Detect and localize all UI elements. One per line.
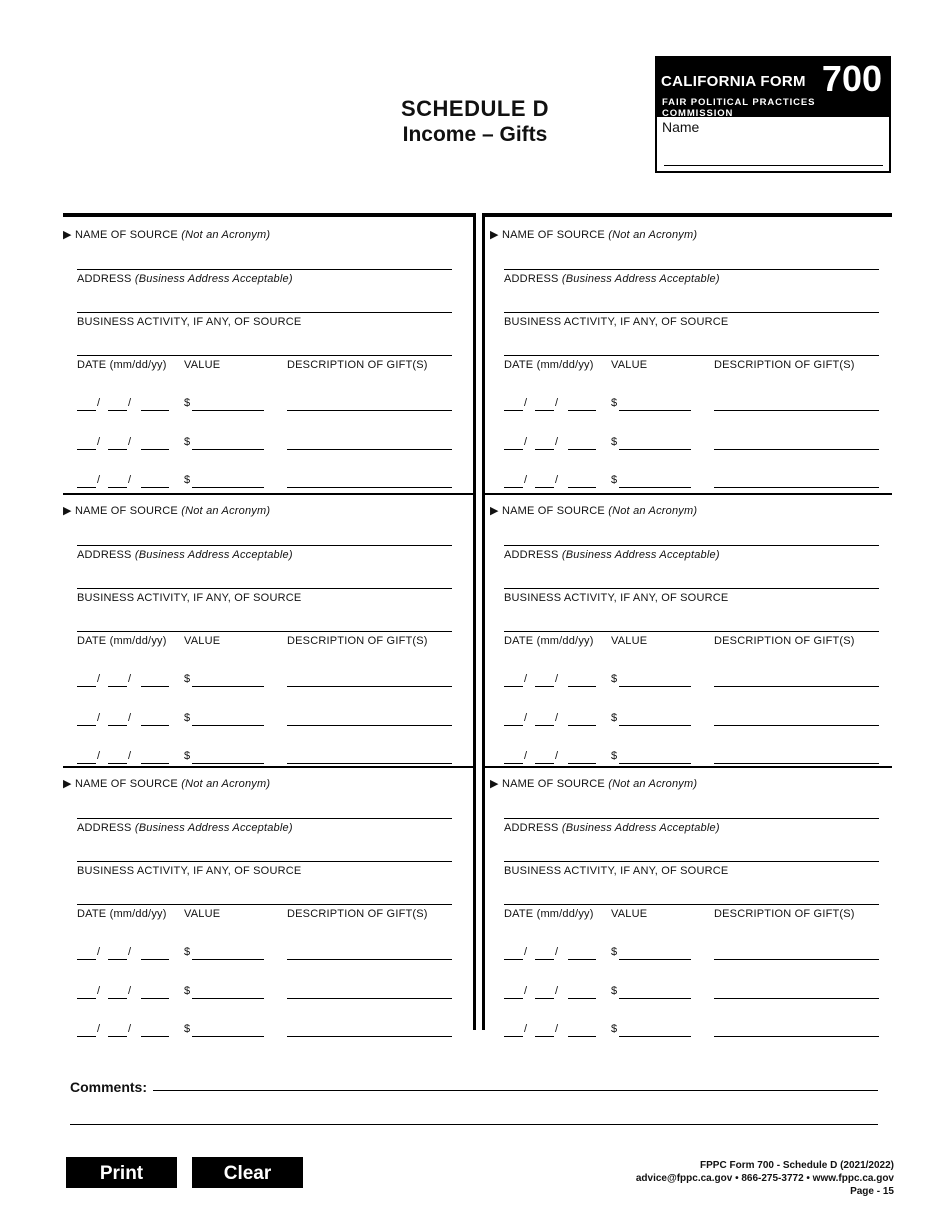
name-of-source-field[interactable] — [77, 818, 452, 819]
date-month-field[interactable] — [504, 946, 523, 960]
name-of-source-field[interactable] — [504, 818, 879, 819]
description-field[interactable] — [714, 712, 879, 726]
address-field[interactable] — [504, 861, 879, 862]
schedule-subtitle: Income – Gifts — [402, 123, 548, 146]
description-field[interactable] — [714, 474, 879, 488]
date-year-field[interactable] — [141, 474, 169, 488]
date-separator: / — [128, 673, 132, 685]
grid-divider-left — [473, 213, 476, 1030]
description-field[interactable] — [287, 436, 452, 450]
description-field[interactable] — [287, 946, 452, 960]
description-field[interactable] — [714, 673, 879, 687]
comments-field[interactable] — [153, 1090, 878, 1091]
date-month-field[interactable] — [77, 712, 96, 726]
date-month-field[interactable] — [77, 474, 96, 488]
footer-page-number: Page - 15 — [850, 1186, 894, 1197]
value-field[interactable] — [619, 750, 691, 764]
gift-row — [63, 397, 453, 411]
date-separator: / — [524, 673, 528, 685]
date-year-field[interactable] — [141, 673, 169, 687]
date-separator: / — [97, 985, 101, 997]
description-header: DESCRIPTION OF GIFT(S) — [714, 908, 855, 920]
value-field[interactable] — [619, 397, 691, 411]
dollar-sign: $ — [611, 712, 618, 724]
address-label: ADDRESS (Business Address Acceptable) — [77, 822, 293, 834]
date-year-field[interactable] — [141, 985, 169, 999]
value-field[interactable] — [619, 985, 691, 999]
dollar-sign: $ — [611, 1023, 618, 1035]
date-separator: / — [555, 474, 559, 486]
business-activity-label: BUSINESS ACTIVITY, IF ANY, OF SOURCE — [77, 316, 302, 328]
gift-row — [490, 712, 880, 726]
date-header: DATE (mm/dd/yy) — [504, 635, 594, 647]
date-year-field[interactable] — [141, 946, 169, 960]
date-separator: / — [555, 1023, 559, 1035]
address-label: ADDRESS (Business Address Acceptable) — [504, 549, 720, 561]
date-separator: / — [128, 750, 132, 762]
description-field[interactable] — [287, 985, 452, 999]
dollar-sign: $ — [611, 436, 618, 448]
address-field[interactable] — [77, 861, 452, 862]
value-field[interactable] — [192, 985, 264, 999]
form-number: 700 — [821, 58, 882, 99]
date-month-field[interactable] — [504, 673, 523, 687]
address-label: ADDRESS (Business Address Acceptable) — [504, 273, 720, 285]
description-field[interactable] — [287, 712, 452, 726]
dollar-sign: $ — [611, 750, 618, 762]
value-header: VALUE — [611, 635, 648, 647]
date-month-field[interactable] — [77, 985, 96, 999]
footer-form-id: FPPC Form 700 - Schedule D (2021/2022) — [700, 1160, 894, 1171]
value-field[interactable] — [619, 673, 691, 687]
date-month-field[interactable] — [504, 1023, 523, 1037]
gift-row — [63, 436, 453, 450]
description-field[interactable] — [287, 474, 452, 488]
address-label: ADDRESS (Business Address Acceptable) — [504, 822, 720, 834]
date-day-field[interactable] — [108, 750, 127, 764]
name-field[interactable] — [664, 165, 883, 166]
date-separator: / — [555, 946, 559, 958]
dollar-sign: $ — [611, 397, 618, 409]
arrow-icon: ▶ — [63, 505, 72, 517]
name-of-source-label: ▶ NAME OF SOURCE (Not an Acronym) — [63, 505, 271, 517]
date-day-field[interactable] — [535, 673, 554, 687]
business-activity-field[interactable] — [504, 904, 879, 905]
date-day-field[interactable] — [535, 436, 554, 450]
form-footer — [636, 1159, 894, 1198]
name-of-source-field[interactable] — [504, 269, 879, 270]
gift-sources-grid — [63, 213, 892, 1035]
section-separator — [63, 766, 476, 768]
date-month-field[interactable] — [77, 1023, 96, 1037]
date-day-field[interactable] — [108, 712, 127, 726]
description-header: DESCRIPTION OF GIFT(S) — [287, 908, 428, 920]
business-activity-field[interactable] — [504, 355, 879, 356]
date-separator: / — [97, 712, 101, 724]
date-month-field[interactable] — [504, 985, 523, 999]
arrow-icon: ▶ — [490, 778, 499, 790]
description-field[interactable] — [287, 1023, 452, 1037]
dollar-sign: $ — [611, 946, 618, 958]
description-field[interactable] — [714, 946, 879, 960]
gift-row — [63, 1023, 453, 1037]
date-day-field[interactable] — [108, 474, 127, 488]
date-header: DATE (mm/dd/yy) — [77, 359, 167, 371]
value-field[interactable] — [192, 436, 264, 450]
name-of-source-label: ▶ NAME OF SOURCE (Not an Acronym) — [490, 505, 698, 517]
date-day-field[interactable] — [108, 436, 127, 450]
description-header: DESCRIPTION OF GIFT(S) — [714, 359, 855, 371]
date-day-field[interactable] — [108, 985, 127, 999]
date-separator: / — [555, 397, 559, 409]
date-separator: / — [97, 474, 101, 486]
address-field[interactable] — [77, 588, 452, 589]
date-separator: / — [128, 946, 132, 958]
date-separator: / — [555, 985, 559, 997]
print-button[interactable]: Print — [66, 1157, 177, 1188]
gift-row — [63, 985, 453, 999]
value-field[interactable] — [619, 436, 691, 450]
dollar-sign: $ — [184, 946, 191, 958]
date-day-field[interactable] — [535, 1023, 554, 1037]
date-separator: / — [97, 946, 101, 958]
date-month-field[interactable] — [504, 750, 523, 764]
date-separator: / — [97, 397, 101, 409]
date-separator: / — [128, 474, 132, 486]
date-day-field[interactable] — [535, 946, 554, 960]
address-field[interactable] — [504, 312, 879, 313]
dollar-sign: $ — [184, 712, 191, 724]
business-activity-label: BUSINESS ACTIVITY, IF ANY, OF SOURCE — [77, 865, 302, 877]
date-separator: / — [524, 436, 528, 448]
date-day-field[interactable] — [535, 985, 554, 999]
date-month-field[interactable] — [77, 750, 96, 764]
name-of-source-label: ▶ NAME OF SOURCE (Not an Acronym) — [490, 778, 698, 790]
date-header: DATE (mm/dd/yy) — [77, 908, 167, 920]
value-header: VALUE — [611, 359, 648, 371]
description-field[interactable] — [287, 397, 452, 411]
gift-row — [490, 946, 880, 960]
description-field[interactable] — [714, 750, 879, 764]
dollar-sign: $ — [184, 1023, 191, 1035]
date-separator: / — [128, 985, 132, 997]
value-field[interactable] — [192, 946, 264, 960]
date-separator: / — [555, 750, 559, 762]
name-label: Name — [662, 119, 700, 135]
description-field[interactable] — [714, 1023, 879, 1037]
arrow-icon: ▶ — [490, 229, 499, 241]
gift-row — [63, 712, 453, 726]
date-day-field[interactable] — [535, 712, 554, 726]
section-separator — [485, 493, 892, 495]
business-activity-field[interactable] — [77, 355, 452, 356]
date-day-field[interactable] — [535, 750, 554, 764]
date-year-field[interactable] — [141, 436, 169, 450]
address-field[interactable] — [77, 312, 452, 313]
date-separator: / — [128, 397, 132, 409]
date-separator: / — [128, 712, 132, 724]
name-of-source-label: ▶ NAME OF SOURCE (Not an Acronym) — [63, 229, 271, 241]
date-month-field[interactable] — [77, 397, 96, 411]
date-year-field[interactable] — [141, 750, 169, 764]
dollar-sign: $ — [184, 474, 191, 486]
form-label: CALIFORNIA FORM — [661, 73, 806, 90]
name-of-source-field[interactable] — [77, 269, 452, 270]
gift-row — [490, 673, 880, 687]
arrow-icon: ▶ — [490, 505, 499, 517]
gift-row — [63, 673, 453, 687]
gift-row — [63, 946, 453, 960]
date-separator: / — [97, 750, 101, 762]
grid-top-rule-left — [63, 213, 476, 217]
grid-divider-right — [482, 213, 485, 1030]
description-field[interactable] — [714, 397, 879, 411]
commission-name: FAIR POLITICAL PRACTICES COMMISSION — [662, 97, 816, 119]
value-field[interactable] — [192, 1023, 264, 1037]
value-header: VALUE — [184, 359, 221, 371]
date-day-field[interactable] — [535, 474, 554, 488]
date-header: DATE (mm/dd/yy) — [77, 635, 167, 647]
dollar-sign: $ — [611, 474, 618, 486]
date-day-field[interactable] — [535, 397, 554, 411]
date-month-field[interactable] — [77, 946, 96, 960]
gift-row — [490, 436, 880, 450]
date-year-field[interactable] — [141, 1023, 169, 1037]
date-separator: / — [555, 436, 559, 448]
gift-row — [63, 474, 453, 488]
section-separator — [63, 493, 476, 495]
dollar-sign: $ — [184, 985, 191, 997]
gift-row — [490, 985, 880, 999]
value-field[interactable] — [192, 750, 264, 764]
date-month-field[interactable] — [77, 436, 96, 450]
name-of-source-label: ▶ NAME OF SOURCE (Not an Acronym) — [63, 778, 271, 790]
section-separator — [485, 766, 892, 768]
date-year-field[interactable] — [568, 712, 596, 726]
value-field[interactable] — [192, 474, 264, 488]
value-field[interactable] — [192, 673, 264, 687]
date-month-field[interactable] — [504, 474, 523, 488]
dollar-sign: $ — [184, 397, 191, 409]
gift-row — [490, 397, 880, 411]
comments-label: Comments: — [70, 1079, 148, 1095]
date-header: DATE (mm/dd/yy) — [504, 359, 594, 371]
value-header: VALUE — [611, 908, 648, 920]
arrow-icon: ▶ — [63, 778, 72, 790]
footer-contact: advice@fppc.ca.gov • 866-275-3772 • www.fppc.ca.gov — [635, 1173, 894, 1184]
gift-row — [490, 750, 880, 764]
date-separator: / — [524, 397, 528, 409]
dollar-sign: $ — [611, 985, 618, 997]
name-of-source-field[interactable] — [504, 545, 879, 546]
business-activity-label: BUSINESS ACTIVITY, IF ANY, OF SOURCE — [504, 316, 729, 328]
form-title — [350, 96, 600, 148]
date-year-field[interactable] — [568, 985, 596, 999]
date-separator: / — [524, 712, 528, 724]
date-year-field[interactable] — [568, 474, 596, 488]
gift-row — [490, 1023, 880, 1037]
form-id-box — [655, 56, 891, 173]
business-activity-field[interactable] — [504, 631, 879, 632]
description-header: DESCRIPTION OF GIFT(S) — [287, 359, 428, 371]
form-id-header — [657, 58, 889, 117]
value-field[interactable] — [192, 712, 264, 726]
business-activity-label: BUSINESS ACTIVITY, IF ANY, OF SOURCE — [504, 865, 729, 877]
date-year-field[interactable] — [141, 712, 169, 726]
date-separator: / — [524, 474, 528, 486]
address-label: ADDRESS (Business Address Acceptable) — [77, 549, 293, 561]
clear-button[interactable]: Clear — [192, 1157, 303, 1188]
name-of-source-field[interactable] — [77, 545, 452, 546]
grid-top-rule-right — [485, 213, 892, 217]
date-month-field[interactable] — [77, 673, 96, 687]
business-activity-field[interactable] — [77, 904, 452, 905]
address-label: ADDRESS (Business Address Acceptable) — [77, 273, 293, 285]
date-day-field[interactable] — [108, 673, 127, 687]
name-of-source-label: ▶ NAME OF SOURCE (Not an Acronym) — [490, 229, 698, 241]
gift-row — [63, 750, 453, 764]
arrow-icon: ▶ — [63, 229, 72, 241]
date-separator: / — [524, 985, 528, 997]
date-year-field[interactable] — [568, 750, 596, 764]
date-separator: / — [524, 750, 528, 762]
date-separator: / — [97, 1023, 101, 1035]
date-separator: / — [97, 673, 101, 685]
comments-field-line-2[interactable] — [70, 1124, 878, 1125]
date-year-field[interactable] — [568, 673, 596, 687]
dollar-sign: $ — [184, 750, 191, 762]
date-separator: / — [128, 436, 132, 448]
date-separator: / — [555, 712, 559, 724]
value-field[interactable] — [192, 397, 264, 411]
date-month-field[interactable] — [504, 436, 523, 450]
date-month-field[interactable] — [504, 397, 523, 411]
value-field[interactable] — [619, 474, 691, 488]
date-year-field[interactable] — [568, 397, 596, 411]
date-separator: / — [524, 1023, 528, 1035]
dollar-sign: $ — [184, 436, 191, 448]
date-separator: / — [524, 946, 528, 958]
dollar-sign: $ — [184, 673, 191, 685]
value-field[interactable] — [619, 946, 691, 960]
business-activity-field[interactable] — [77, 631, 452, 632]
business-activity-label: BUSINESS ACTIVITY, IF ANY, OF SOURCE — [504, 592, 729, 604]
description-field[interactable] — [714, 985, 879, 999]
value-field[interactable] — [619, 1023, 691, 1037]
date-separator: / — [128, 1023, 132, 1035]
dollar-sign: $ — [611, 673, 618, 685]
date-year-field[interactable] — [568, 1023, 596, 1037]
date-separator: / — [555, 673, 559, 685]
description-field[interactable] — [287, 750, 452, 764]
value-header: VALUE — [184, 908, 221, 920]
date-separator: / — [97, 436, 101, 448]
schedule-title: SCHEDULE D — [400, 96, 549, 121]
date-month-field[interactable] — [504, 712, 523, 726]
description-header: DESCRIPTION OF GIFT(S) — [714, 635, 855, 647]
date-day-field[interactable] — [108, 397, 127, 411]
address-field[interactable] — [504, 588, 879, 589]
date-day-field[interactable] — [108, 946, 127, 960]
date-header: DATE (mm/dd/yy) — [504, 908, 594, 920]
date-day-field[interactable] — [108, 1023, 127, 1037]
value-field[interactable] — [619, 712, 691, 726]
description-field[interactable] — [714, 436, 879, 450]
description-field[interactable] — [287, 673, 452, 687]
date-year-field[interactable] — [568, 946, 596, 960]
value-header: VALUE — [184, 635, 221, 647]
business-activity-label: BUSINESS ACTIVITY, IF ANY, OF SOURCE — [77, 592, 302, 604]
date-year-field[interactable] — [141, 397, 169, 411]
gift-row — [490, 474, 880, 488]
date-year-field[interactable] — [568, 436, 596, 450]
description-header: DESCRIPTION OF GIFT(S) — [287, 635, 428, 647]
